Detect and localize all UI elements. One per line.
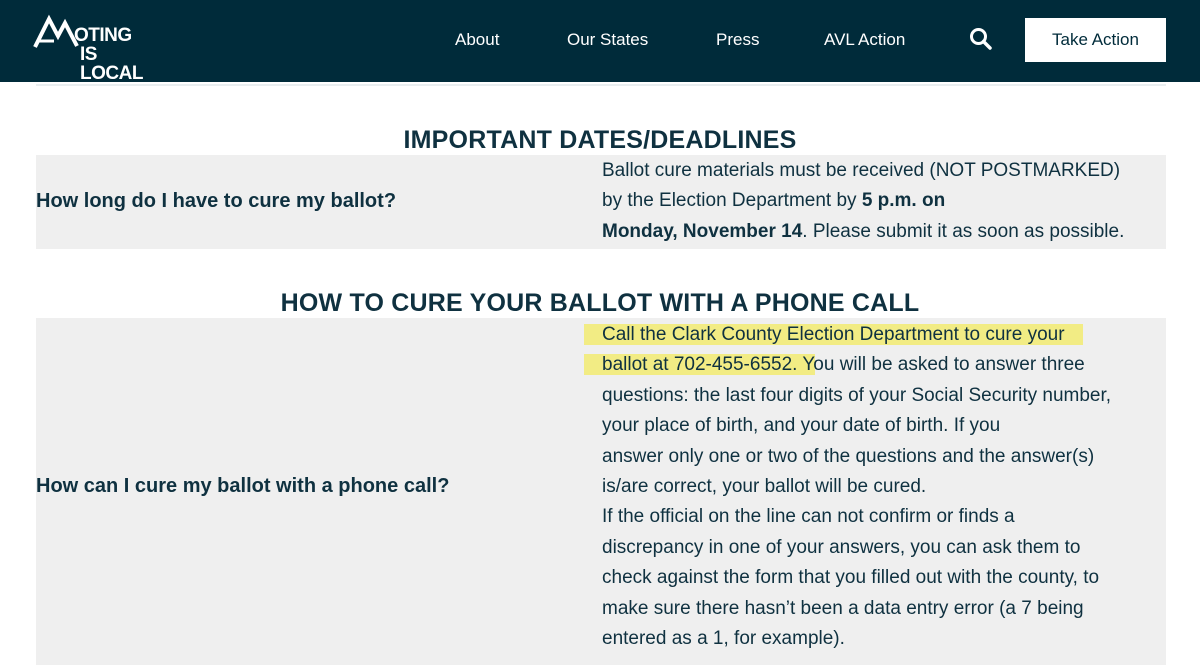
divider bbox=[36, 84, 1166, 86]
nav-link-press[interactable]: Press bbox=[716, 30, 760, 49]
faq-row-cure-deadline bbox=[36, 155, 1166, 249]
answer-text: You will be asked to answer three bbox=[797, 354, 1085, 376]
search-button[interactable] bbox=[968, 26, 994, 52]
site-logo[interactable] bbox=[32, 14, 162, 84]
faq-answer bbox=[602, 320, 1166, 654]
faq-row-phone-cure bbox=[36, 318, 1166, 665]
answer-text: by the Election Department by bbox=[602, 190, 862, 212]
answer-line bbox=[602, 320, 1166, 350]
answer-line bbox=[602, 186, 1166, 216]
answer-text: . Please submit it as soon as possible. bbox=[802, 220, 1125, 242]
answer-line: questions: the last four digits of your Social Security number, bbox=[602, 384, 1112, 406]
highlighted-text: Call the Clark County Election Department to cure your bbox=[602, 324, 1065, 345]
top-navbar bbox=[0, 0, 1200, 82]
answer-line: make sure there hasn’t been a data entry error (a 7 being bbox=[602, 597, 1084, 619]
answer-line bbox=[602, 217, 1166, 247]
answer-deadline-time: 5 p.m. on bbox=[861, 190, 946, 212]
logo-text-line1: OTING bbox=[74, 25, 132, 46]
section-heading-phone-cure: HOW TO CURE YOUR BALLOT WITH A PHONE CALL bbox=[280, 289, 920, 317]
faq-question: How can I cure my ballot with a phone call? bbox=[36, 475, 450, 497]
answer-line: Ballot cure materials must be received (NOT POSTMARKED) bbox=[602, 160, 1121, 181]
section-heading-dates: IMPORTANT DATES/DEADLINES bbox=[403, 126, 797, 154]
nav-link-our-states[interactable]: Our States bbox=[567, 30, 649, 49]
answer-line bbox=[602, 350, 1166, 380]
answer-line: check against the form that you filled out with the county, to bbox=[602, 567, 1100, 589]
nav-link-avl-action[interactable]: AVL Action bbox=[824, 30, 906, 49]
answer-line: your place of birth, and your date of birth. If you bbox=[602, 415, 1001, 437]
take-action-button[interactable]: Take Action bbox=[1025, 18, 1166, 62]
answer-deadline-date: Monday, November 14 bbox=[602, 220, 803, 242]
answer-line: is/are correct, your ballot will be cured. bbox=[602, 476, 927, 498]
faq-answer bbox=[602, 156, 1166, 247]
highlighted-phone-number[interactable]: ballot at 702-455-6552. bbox=[602, 354, 798, 376]
answer-line: entered as a 1, for example). bbox=[602, 628, 845, 650]
nav-link-about[interactable]: About bbox=[455, 30, 500, 49]
answer-line: answer only one or two of the questions and the answer(s) bbox=[602, 445, 1095, 467]
search-icon bbox=[968, 26, 994, 52]
logo-text-line2: IS LOCAL bbox=[80, 44, 143, 84]
answer-line: discrepancy in one of your answers, you can ask them to bbox=[602, 536, 1081, 558]
answer-line: If the official on the line can not confirm or finds a bbox=[602, 506, 1015, 528]
faq-question: How long do I have to cure my ballot? bbox=[36, 190, 397, 212]
